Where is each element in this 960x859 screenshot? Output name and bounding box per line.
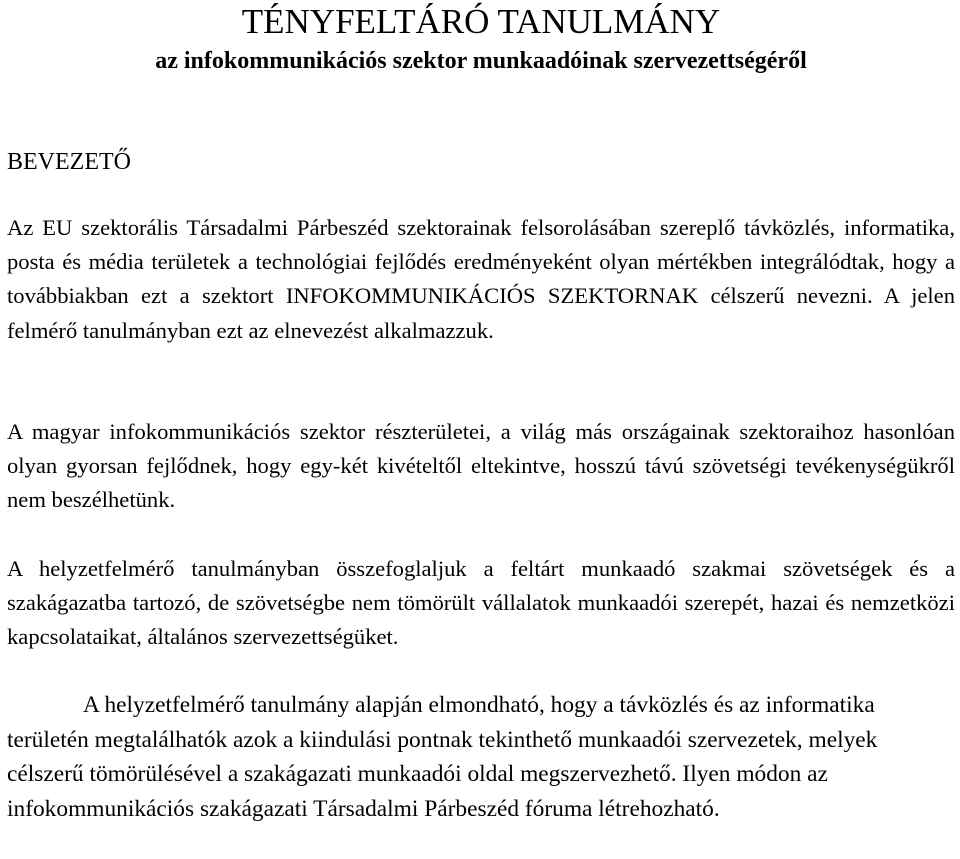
section-heading: BEVEZETŐ <box>7 149 131 175</box>
paragraph-4: A helyzetfelmérő tanulmány alapján elmondható, hogy a távközlés és az informatika területén megtalálhatók azok a kiindulási pontnak tekinthető munkaadói szervezetek, melyek célszerű tömörülésével a szakágazati munkaadói oldal megszervezhető. Ilyen módon az infokommunikációs szakágazati Társadalmi Párbeszéd fóruma létrehozható. <box>7 692 878 822</box>
paragraph-1: Az EU szektorális Társadalmi Párbeszéd szektorainak felsorolásában szereplő távközlés, informatika, posta és média területek a technológiai fejlődés eredményeként olyan mértékben integrálódtak, hogy a továbbiakban ezt a szektort INFOKOMMUNIKÁCIÓS SZEKTORNAK célszerű nevezni. A jelen felmérő tanulmányban ezt az elnevezést alkalmazzuk. <box>7 215 955 343</box>
paragraph-2: A magyar infokommunikációs szektor részterületei, a világ más országainak szektoraihoz hasonlóan olyan gyorsan fejlődnek, hogy egy-két kivételtől eltekintve, hosszú távú szövetségi tevékenységükről nem beszélhetünk. <box>7 419 955 513</box>
paragraph-3: A helyzetfelmérő tanulmányban összefoglaljuk a feltárt munkaadó szakmai szövetségek és a szakágazatba tartozó, de szövetségbe nem tömörült vállalatok munkaadói szerepét, hazai és nemzetközi kapcsolataikat, általános szervezettségüket. <box>7 556 955 650</box>
document-subtitle: az infokommunikációs szektor munkaadóinak szervezettségéről <box>155 48 807 74</box>
document-title: TÉNYFELTÁRÓ TANULMÁNY <box>241 2 721 41</box>
